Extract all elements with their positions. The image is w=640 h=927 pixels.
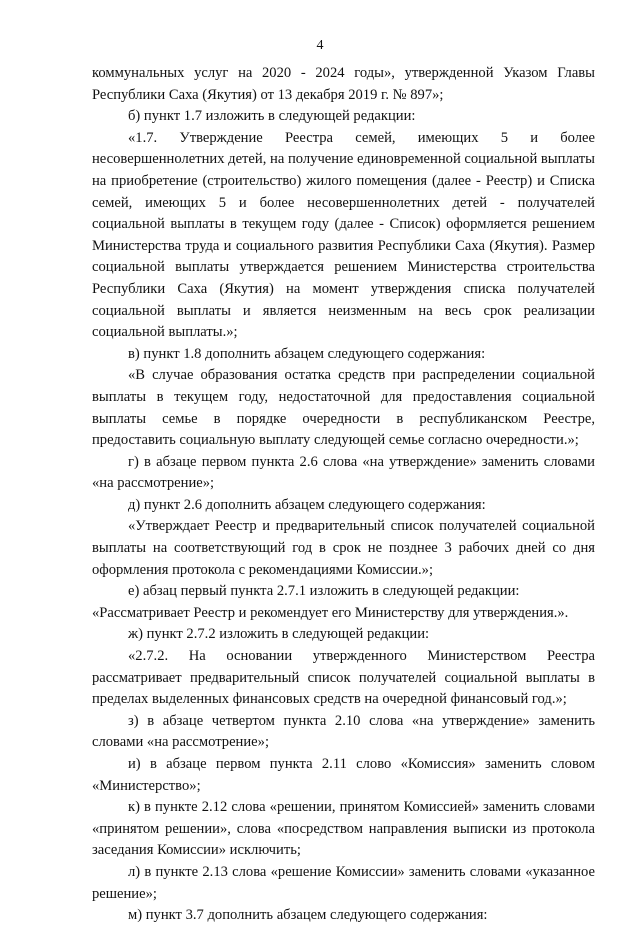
paragraph: е) абзац первый пункта 2.7.1 изложить в следующей редакции: [128,583,520,600]
paragraph: б) пункт 1.7 изложить в следующей редакции: [128,108,416,125]
paragraph: и) в абзаце первом пункта 2.11 слово «Комиссия» заменить словом «Министерство»; [92,756,595,794]
paragraph: д) пункт 2.6 дополнить абзацем следующего содержания: [128,496,486,513]
document-body [92,63,595,927]
paragraph: коммунальных услуг на 2020 - 2024 годы», утвержденной Указом Главы Республики Саха (Якутия) от 13 декабря 2019 г. № 897»; [92,65,595,103]
paragraph: ж) пункт 2.7.2 изложить в следующей редакции: [128,626,430,643]
paragraph: «2.7.2. На основании утвержденного Министерством Реестра рассматривает предварительный список получателей социальной выплаты в пределах выделенных финансовых средств на очередной финансовый год.»; [92,648,595,708]
paragraph: к) в пункте 2.12 слова «решении, принятом Комиссией» заменить словами «принятом решении», слова «посредством направления выписки из протокола заседания Комиссии» исключить; [92,799,595,859]
paragraph: «Рассматривает Реестр и рекомендует его Министерству для утверждения.». [92,604,569,621]
paragraph: в) пункт 1.8 дополнить абзацем следующего содержания: [128,345,486,362]
paragraph: «В случае образования остатка средств при распределении социальной выплаты в текущем году, недостаточной для предоставления социальной выплаты семье в порядке очередности в республиканском Реестре, предоставить социальную выплату следующей семье согласно очередности.»; [92,367,595,449]
paragraph: м) пункт 3.7 дополнить абзацем следующего содержания: [128,907,488,924]
paragraph: г) в абзаце первом пункта 2.6 слова «на утверждение» заменить словами «на рассмотрение»; [92,453,595,492]
paragraph: з) в абзаце четвертом пункта 2.10 слова «на утверждение» заменить словами «на рассмотрение»; [92,712,595,751]
paragraph: «Утверждает Реестр и предварительный список получателей социальной выплаты на соответствующий год в срок не позднее 3 рабочих дней со дня оформления протокола с рекомендациями Комиссии.»; [92,518,595,578]
paragraph: л) в пункте 2.13 слова «решение Комиссии» заменить словами «указанное решение»; [92,863,595,902]
page-number: 4 [316,38,324,53]
paragraph: «1.7. Утверждение Реестра семей, имеющих 5 и более несовершеннолетних детей, на получение единовременной социальной выплаты на приобретение (строительство) жилого помещения (далее - Реестр) и Списка семей, имеющих 5 и более несовершеннолетних детей - получателей социальной выплаты в текущем году (далее - Список) оформляется решением Министерства труда и социального развития Республики Саха (Якутия). Размер социальной выплаты утверждается решением Министерства строительства Республики Саха (Якутия) на момент утверждения списка получателей социальной выплаты и является неизменным на весь срок реализации социальной выплаты.»; [92,129,595,341]
